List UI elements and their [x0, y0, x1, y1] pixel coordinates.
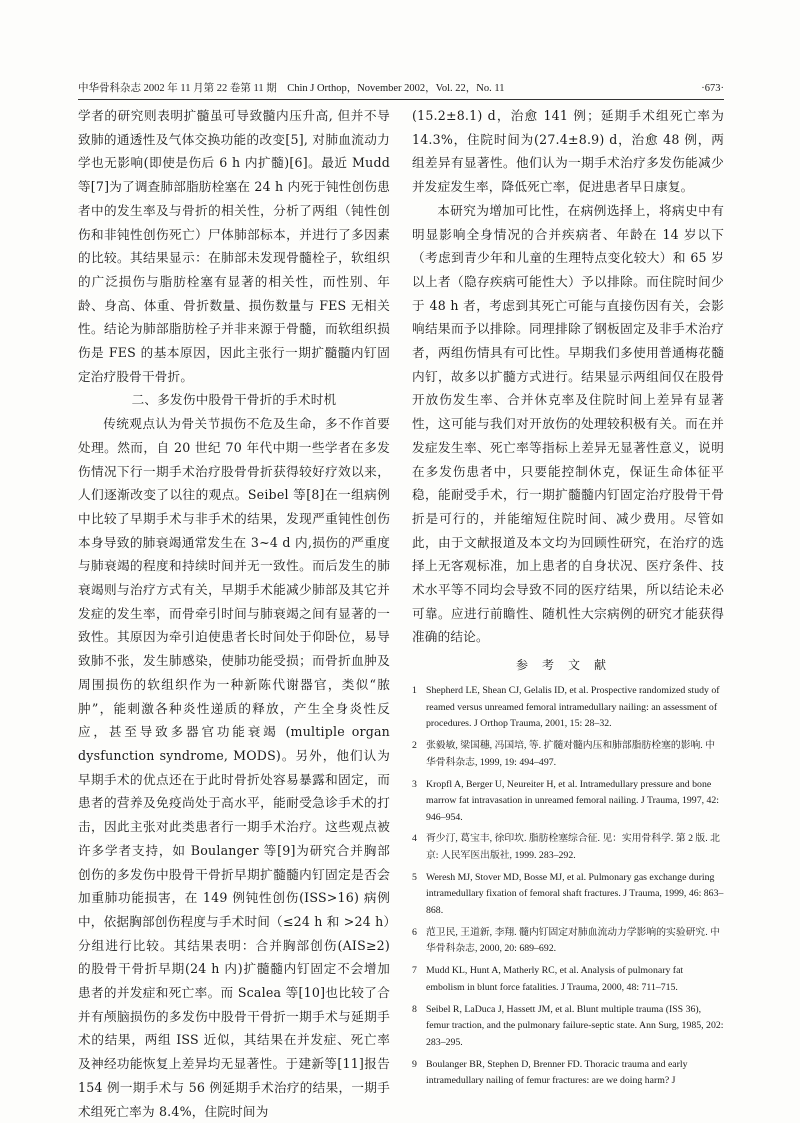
left-paragraph-1: 学者的研究则表明扩髓虽可导致髓内压升高, 但并不导致肺的通透性及气体交换功能的改变[5], 对肺血流动力学也无影响(即使是伤后 6 h 内扩髓)[6]。最近 Mudd 等[7]为了调查肺部脂肪栓塞在 24 h 内死于钝性创伤患者中的发生率及与骨折的相关性，分析了两组（钝性创伤和非钝性创伤死亡）尸体肺部标本，并进行了多因素的比较。其结果显示：在肺部未发现骨髓栓子，软组织的广泛损伤与脂肪栓塞有显著的相关性，而性别、年龄、身高、体重、骨折数量、损伤数量与 FES 无相关性。结论为肺部脂肪栓子并非来源于骨髓，而软组织损伤是 FES 的基本原因，因此主张行一期扩髓髓内钉固定治疗股骨干骨折。 [78, 108, 390, 384]
reference-number: 3 [412, 778, 417, 790]
reference-item [412, 738, 724, 771]
left-column [78, 104, 390, 1123]
reference-number: 8 [412, 1003, 417, 1015]
reference-item [412, 831, 724, 864]
reference-number: 7 [412, 965, 417, 977]
journal-citation: 中华骨科杂志 2002 年 11 月第 22 卷第 11 期 Chin J Orthop，November 2002，Vol. 22，No. 11 [78, 83, 505, 94]
running-header [78, 80, 724, 98]
reference-text: Kropfl A, Berger U, Neureiter H, et al. Intramedullary pressure and bone marrow fat intravasation in unreamed femoral nailing. J Trauma, 1997, 42: 946–954. [426, 778, 720, 823]
reference-item [412, 683, 724, 733]
reference-number: 9 [412, 1058, 417, 1070]
right-column [412, 104, 724, 1095]
reference-item [412, 963, 724, 996]
reference-text: Boulanger BR, Stephen D, Brenner FD. Thoracic trauma and early intramedullary nailing of femur fractures: are we doing harm? J [426, 1058, 688, 1087]
reference-text: Weresh MJ, Stover MD, Bosse MJ, et al. Pulmonary gas exchange during intramedullary fixation of femoral shaft fractures. J Trauma, 1999, 46: 863–868. [426, 871, 724, 917]
reference-number: 5 [412, 871, 417, 883]
right-paragraph-2: 本研究为增加可比性，在病例选择上，将病史中有明显影响全身情况的合并疾病者、年龄在 14 岁以下（考虑到青少年和儿童的生理特点变化较大）和 65 岁以上者（隐存疾病可能性大）予以排除。而住院时间少于 48 h 者，考虑到其死亡可能与直接伤因有关，会影响结果而予以排除。同理排除了钢板固定及非手术治疗者，两组伤情具有可比性。早期我们多使用普通梅花髓内钉，故多以扩髓方式进行。结果显示两组间仅在股骨开放伤发生率、合并休克率及住院时间上差异有显著性，这可能与我们对开放伤的处理较积极有关。而在并发症发生率、死亡率等指标上差异无显著性意义，说明在多发伤患者中，只要能控制休克，保证生命体征平稳，能耐受手术，行一期扩髓髓内钉固定治疗股骨干骨折是可行的，并能缩短住院时间、减少费用。尽管如此，由于文献报道及本文均为回顾性研究，在治疗的选择上无客观标准，加上患者的自身状况、医疗条件、技术水平等不同均会导致不同的医疗结果，所以结论未必可靠。应进行前瞻性、随机性大宗病例的研究才能获得准确的结论。 [412, 202, 724, 645]
reference-item [412, 1057, 724, 1090]
reference-list [412, 683, 724, 1090]
reference-item [412, 870, 724, 920]
reference-number: 6 [412, 926, 417, 938]
reference-item [412, 925, 724, 958]
reference-text: Shepherd LE, Shean CJ, Gelalis ID, et al. Prospective randomized study of reamed versus unreamed femoral intramedullary nailing: an assessment of procedures. J Orthop Trauma, 2001, 15: 28–32. [426, 685, 720, 730]
reference-text: 范卫民, 王道新, 李翔. 髓内钉固定对肺血流动力学影响的实验研究. 中华骨科杂志, 2000, 20: 689–692. [426, 926, 720, 955]
reference-text: 胥少汀, 葛宝丰, 徐印坎. 脂肪栓塞综合征. 见：实用骨科学. 第 2 版. 北京: 人民军医出版社, 1999. 283–292. [426, 833, 720, 862]
reference-text: Seibel R, LaDuca J, Hassett JM, et al. Blunt multiple trauma (ISS 36), femur traction, and the pulmonary failure-septic state. Ann Surg, 1985, 202: 283–295. [426, 1003, 724, 1048]
header-rule [78, 99, 724, 100]
reference-text: Mudd KL, Hunt A, Matherly RC, et al. Analysis of pulmonary fat embolism in blunt force fatalities. J Trauma, 2000, 48: 711–715. [426, 965, 684, 993]
right-paragraph-1: (15.2±8.1) d，治愈 141 例；延期手术组死亡率为 14.3%，住院时间为(27.4±8.9) d，治愈 48 例，两组差异有显著性。他们认为一期手术治疗多发伤能减少并发症发生率，降低死亡率，促进患者早日康复。 [412, 108, 724, 195]
reference-number: 2 [412, 740, 417, 752]
reference-text: 张毅敏, 梁国穗, 冯国培, 等. 扩髓对髓内压和肺部脂肪栓塞的影响. 中华骨科杂志, 1999, 19: 494–497. [426, 740, 716, 768]
left-paragraph-2: 传统观点认为骨关节损伤不危及生命，多不作首要处理。然而，自 20 世纪 70 年代中期一些学者在多发伤情况下行一期手术治疗股骨骨折获得较好疗效以来，人们逐渐改变了以往的观点。Seibel 等[8]在一组病例中比较了早期手术与非手术的结果，发现严重钝性创伤本身导致的肺衰竭通常发生在 3~4 d 内,损伤的严重度与肺衰竭的程度和持续时间并无一致性。而后发生的肺衰竭则与治疗方式有关，早期手术能减少肺部及其它并发症的发生率，而骨牵引时间与肺衰竭之间有显著的一致性。其原因为牵引迫使患者长时间处于仰卧位，易导致肺不张，发生肺感染，使肺功能受损；而骨折血肿及周围损伤的软组织作为一种新陈代谢器官，类似“脓肿”，能刺激各种炎性递质的释放，产生全身炎性反应，甚至导致多器官功能衰竭 (multiple organ dysfunction syndrome, MODS)。另外，他们认为早期手术的优点还在于此时骨折处容易暴露和固定，而患者的营养及免疫尚处于高水平，能耐受急诊手术的打击，因此主张对此类患者行一期手术治疗。这些观点被许多学者支持，如 Boulanger 等[9]为研究合并胸部创伤的多发伤中股骨干骨折早期扩髓髓内钉固定是否会加重肺功能损害，在 149 例钝性创伤(ISS>16) 病例中，依据胸部创伤程度与手术时间（≤24 h 和 >24 h）分组进行比较。其结果表明：合并胸部创伤(AIS≥2) 的股骨干骨折早期(24 h 内)扩髓髓内钉固定不会增加患者的并发症和死亡率。而 Scalea 等[10]也比较了合并有颅脑损伤的多发伤中股骨干骨折一期手术与延期手术的结果，两组 ISS 近似，其结果在并发症、死亡率及神经功能恢复上差异均无显著性。于建新等[11]报告 154 例一期手术与 56 例延期手术治疗的结果，一期手术组死亡率为 8.4%，住院时间为 [78, 416, 390, 1119]
page-number: ·673· [701, 83, 724, 94]
references-heading: 参考文献 [515, 658, 620, 673]
reference-item [412, 777, 724, 827]
reference-number: 4 [412, 833, 417, 845]
reference-number: 1 [412, 685, 417, 697]
section-heading: 二、多发伤中股骨干骨折的手术时机 [131, 392, 337, 408]
reference-item [412, 1002, 724, 1052]
